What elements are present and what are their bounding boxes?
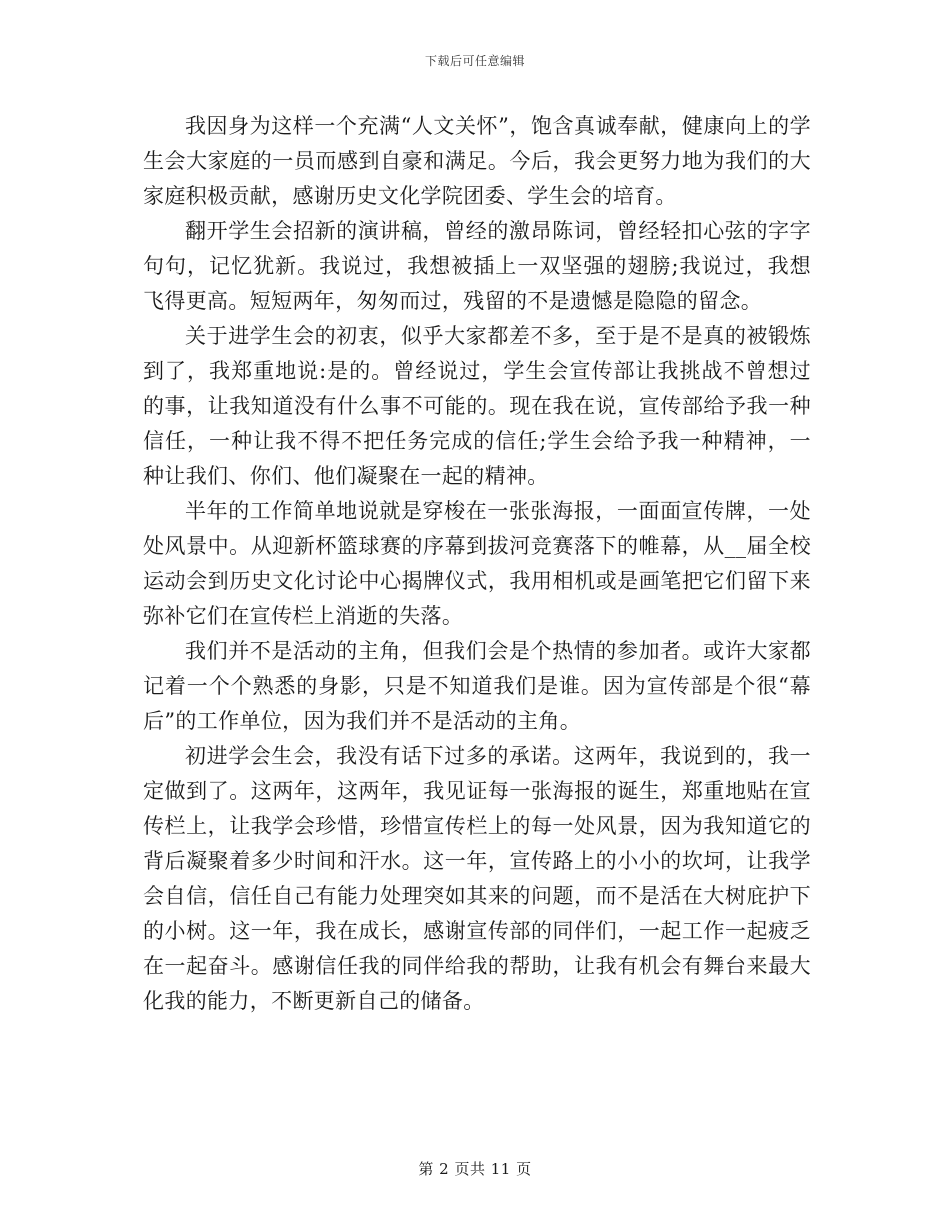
document-body bbox=[143, 109, 811, 1019]
page-header: 下载后可任意编辑 bbox=[424, 54, 525, 68]
paragraph-5: 我们并不是活动的主角，但我们会是个热情的参加者。或许大家都记着一个个熟悉的身影，只是不知道我们是谁。因为宣传部是个很“幕后”的工作单位，因为我们并不是活动的主角。 bbox=[143, 639, 811, 733]
paragraph-2: 翻开学生会招新的演讲稿，曾经的激昂陈词，曾经轻扣心弦的字字句句，记忆犹新。我说过，我想被插上一双坚强的翅膀;我说过，我想飞得更高。短短两年，匆匆而过，残留的不是遗憾是隐隐的留念。 bbox=[143, 219, 811, 313]
paragraph-1: 我因身为这样一个充满“人文关怀”，饱含真诚奉献，健康向上的学生会大家庭的一员而感到自豪和满足。今后，我会更努力地为我们的大家庭积极贡献，感谢历史文化学院团委、学生会的培育。 bbox=[143, 114, 811, 208]
paragraph-3: 关于进学生会的初衷，似乎大家都差不多，至于是不是真的被锻炼到了，我郑重地说:是的。曾经说过，学生会宣传部让我挑战不曾想过的事，让我知道没有什么事不可能的。现在我在说，宣传部给予我一种信任，一种让我不得不把任务完成的信任;学生会给予我一种精神，一种让我们、你们、他们凝聚在一起的精神。 bbox=[143, 324, 811, 488]
paragraph-4: 半年的工作简单地说就是穿梭在一张张海报，一面面宣传牌，一处处风景中。从迎新杯篮球赛的序幕到拔河竞赛落下的帷幕，从__届全校运动会到历史文化讨论中心揭牌仪式，我用相机或是画笔把它们留下来弥补它们在宣传栏上消逝的失落。 bbox=[143, 499, 811, 628]
page-footer: 第 2 页共 11 页 bbox=[418, 1160, 532, 1178]
paragraph-6: 初进学会生会，我没有话下过多的承诺。这两年，我说到的，我一定做到了。这两年，这两年，我见证每一张海报的诞生，郑重地贴在宣传栏上，让我学会珍惜，珍惜宣传栏上的每一处风景，因为我知道它的背后凝聚着多少时间和汗水。这一年，宣传路上的小小的坎坷，让我学会自信，信任自己有能力处理突如其来的问题，而不是活在大树庇护下的小树。这一年，我在成长，感谢宣传部的同伴们，一起工作一起疲乏在一起奋斗。感谢信任我的同伴给我的帮助，让我有机会有舞台来最大化我的能力，不断更新自己的储备。 bbox=[143, 744, 811, 1013]
